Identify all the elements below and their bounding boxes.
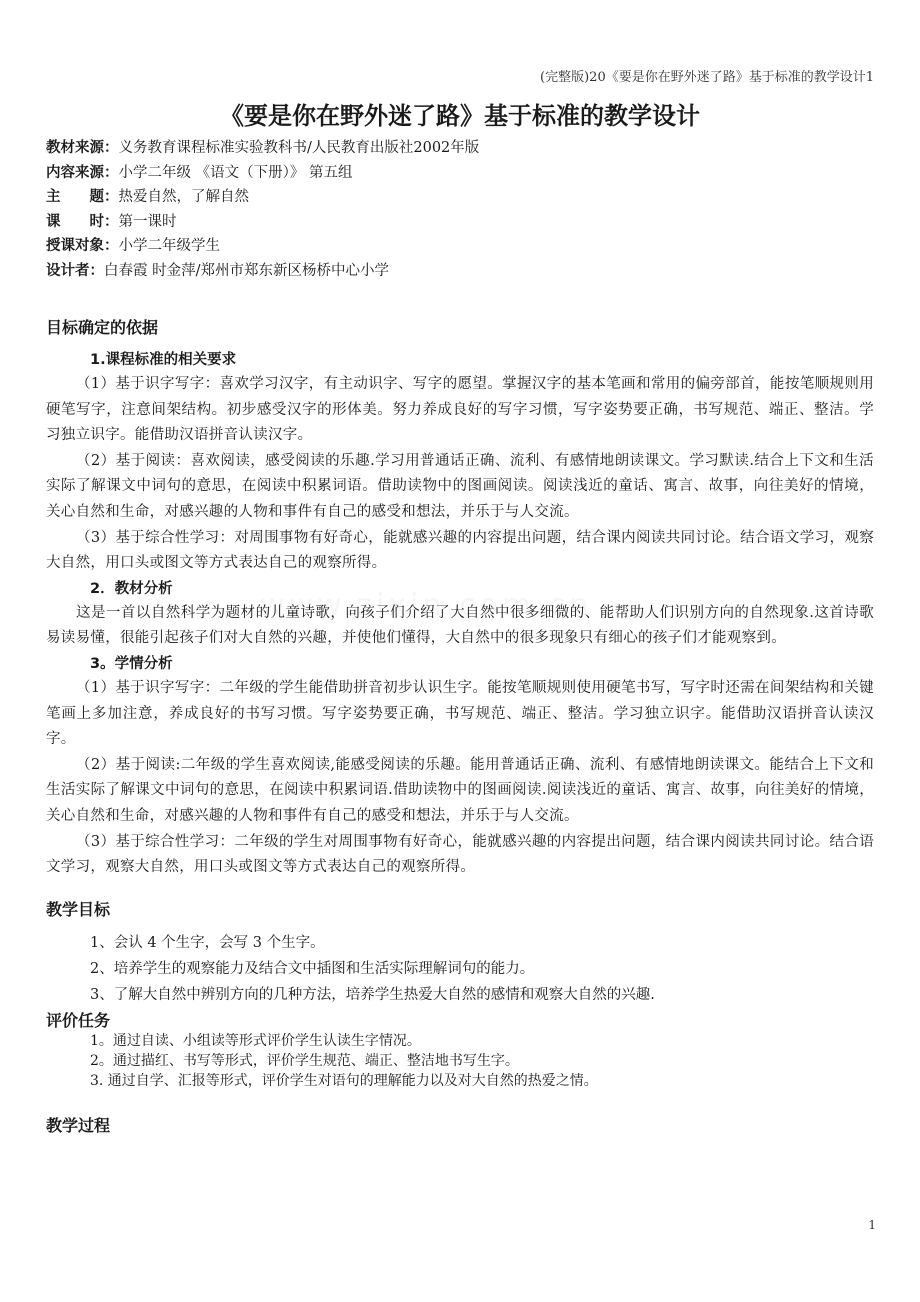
meta-content: 内容来源：小学二年级 《语文（下册）》 第五组 [46, 164, 353, 181]
paragraph-standards-comprehensive: （3）基于综合性学习：对周围事物有好奇心，能就感兴趣的内容提出问题，结合课内阅读共同讨论。结合语文学习，观察大自然，用口头或图文等方式表达自己的观察所得。 [46, 529, 874, 572]
paragraph-learners-reading: （2）基于阅读:二年级的学生喜欢阅读,能感受阅读的乐趣。能用普通话正确、流利、有感情地朗读课文。能结合上下文和生活实际了解课文中词句的意思，在阅读中积累词语.借助读物中的图画阅读.阅读浅近的童话、寓言、故事，向往美好的情境，关心自然和生命，对感兴趣的人物和事件有自己的感受和想法，并乐于与人交流。 [46, 756, 874, 824]
page-number: 1 [868, 1218, 876, 1232]
meta-audience: 授课对象：小学二年级学生 [46, 238, 220, 254]
list-item: 3. 通过自学、汇报等形式，评价学生对语句的理解能力以及对大自然的热爱之情。 [90, 1072, 598, 1089]
meta-source: 教材来源：义务教育课程标准实验教科书/人民教育出版社2002年版 [46, 140, 480, 156]
section-heading-goals: 教学目标 [46, 899, 111, 919]
paragraph-textbook-analysis: 这是一首以自然科学为题材的儿童诗歌，向孩子们介绍了大自然中很多细微的、能帮助人们识别方向的自然现象.这首诗歌易读易懂，很能引起孩子们对大自然的兴趣，并使他们懂得，大自然中的很多现象只有细心的孩子们才能观察到。 [46, 604, 874, 647]
subsection-heading-textbook: 2．教材分析 [90, 580, 173, 597]
meta-period: 课 时：第一课时 [46, 213, 177, 230]
watermark [260, 588, 592, 623]
goals-list [46, 930, 874, 1008]
list-item: 1。通过自读、小组读等形式评价学生认读生字情况。 [90, 1032, 421, 1049]
paragraph-learners-comprehensive: （3）基于综合性学习：二年级的学生对周围事物有好奇心，能就感兴趣的内容提出问题，结合课内阅读共同讨论。结合语文学习，观察大自然，用口头或图文等方式表达自己的观察所得。 [46, 833, 874, 876]
section-heading-evaluation: 评价任务 [46, 1010, 111, 1030]
header-note: (完整版)20《要是你在野外迷了路》基于标准的教学设计1 [540, 70, 874, 85]
paragraph-standards-reading: （2）基于阅读：喜欢阅读，感受阅读的乐趣.学习用普通话正确、流利、有感情地朗读课文。学习默读.结合上下文和生活实际了解课文中词句的意思，在阅读中积累词语。借助读物中的图画阅读。阅读浅近的童话、寓言、故事，向往美好的情境，关心自然和生命，对感兴趣的人物和事件有自己的感受和想法，并乐于与人交流。 [46, 452, 874, 520]
document-title: 《要是你在野外迷了路》基于标准的教学设计 [220, 102, 700, 130]
subsection-heading-learners: 3。学情分析 [90, 655, 173, 672]
meta-designer: 设计者：白春霞 时金萍/郑州市郑东新区杨桥中心小学 [46, 262, 389, 279]
section-heading-basis: 目标确定的依据 [46, 318, 159, 337]
list-item: 1、会认 4 个生字，会写 3 个生字。 [90, 934, 325, 951]
list-item: 2。通过描红、书写等形式，评价学生规范、端正、整洁地书写生字。 [90, 1052, 519, 1069]
subsection-heading-standards: 1.课程标准的相关要求 [90, 352, 237, 368]
meta-block [46, 136, 874, 283]
document-body [46, 136, 874, 1136]
paragraph-learners-writing: （1）基于识字写字：二年级的学生能借助拼音初步认识生字。能按笔顺规则使用硬笔书写，写字时还需在间架结构和关键笔画上多加注意，养成良好的书写习惯。写字姿势要正确，书写规范、端正、整洁。学习独立识字。能借助汉语拼音认读汉字。 [46, 679, 874, 748]
meta-theme: 主 题：热爱自然，了解自然 [46, 189, 249, 205]
list-item: 3、了解大自然中辨别方向的几种方法，培养学生热爱大自然的感情和观察大自然的兴趣. [90, 986, 655, 1003]
evaluation-list [46, 1031, 874, 1091]
paragraph-standards-writing: （1）基于识字写字：喜欢学习汉字，有主动识字、写字的愿望。掌握汉字的基本笔画和常用的偏旁部首，能按笔顺规则用硬笔写字，注意间架结构。初步感受汉字的形体美。努力养成良好的写字习惯，写字姿势要正确，书写规范、端正、整洁。学习独立识字。能借助汉语拼音认读汉字。 [46, 376, 874, 444]
section-heading-process: 教学过程 [46, 1115, 111, 1135]
list-item: 2、培养学生的观察能力及结合文中插图和生活实际理解词句的能力。 [90, 960, 535, 977]
